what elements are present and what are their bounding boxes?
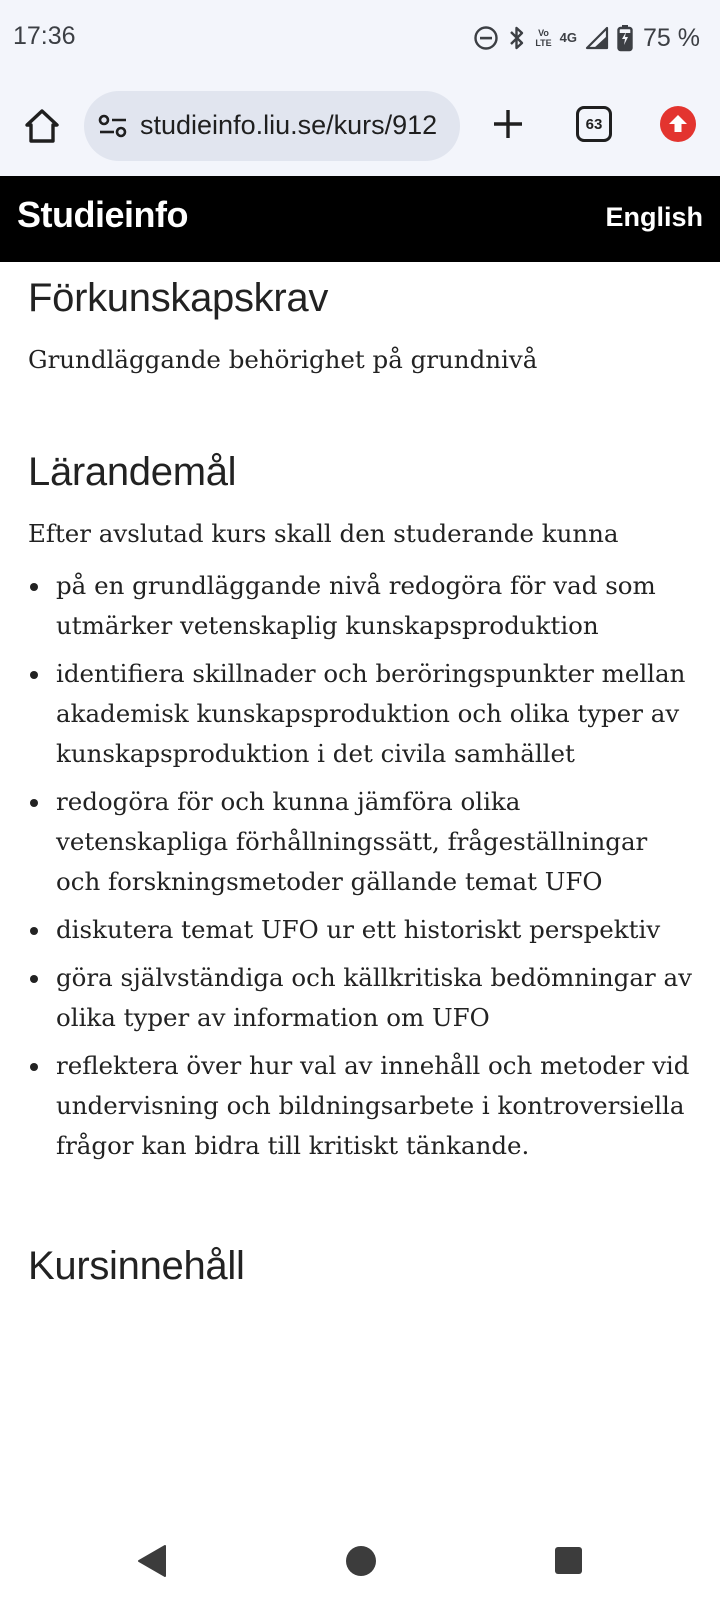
tab-switcher-button[interactable]: 63 [576,106,612,142]
main-content [28,262,698,1524]
list-item: identifiera skillnader och beröringspunkter mellan akademisk kunskapsproduktion och olika typer av kunskapsproduktion i det civila samhället [28,654,698,774]
status-icons [473,20,700,56]
home-button[interactable] [20,104,64,148]
update-button[interactable] [660,106,696,142]
list-item: reflektera över hur val av innehåll och metoder vid undervisning och bildningsarbete i kontroversiella frågor kan bidra till kritiskt tänkande. [28,1046,698,1166]
status-time: 17:36 [13,22,76,50]
back-icon[interactable] [137,1544,167,1578]
volte-indicator: Vo LTE [535,28,552,48]
address-bar[interactable] [84,91,460,161]
browser-toolbar [0,78,720,176]
recents-icon[interactable] [555,1547,582,1574]
site-settings-icon[interactable] [98,113,128,139]
bluetooth-icon [507,24,527,52]
status-bar [0,0,720,78]
system-nav-bar [0,1524,720,1612]
outcomes-list [28,566,698,1166]
home-nav-icon[interactable] [346,1546,376,1576]
prereq-text: Grundläggande behörighet på grundnivå [28,345,538,374]
course-content-heading: Kursinnehåll [28,1244,245,1288]
language-link[interactable]: English [605,202,703,232]
list-item: göra självständiga och källkritiska bedömningar av olika typer av information om UFO [28,958,698,1038]
home-icon [22,106,62,146]
prereq-heading: Förkunskapskrav [28,276,329,320]
list-item: redogöra för och kunna jämföra olika vetenskapliga förhållningssätt, frågeställningar och forskningsmetoder gällande temat UFO [28,782,698,902]
battery-percent: 75 % [643,23,700,52]
network-type: 4G [559,30,578,45]
url-text[interactable]: studieinfo.liu.se/kurs/912 [140,110,438,140]
outcomes-intro: Efter avslutad kurs skall den studerande kunna [28,519,619,548]
do-not-disturb-icon [473,25,499,51]
list-item: diskutera temat UFO ur ett historiskt perspektiv [28,910,698,950]
list-item: på en grundläggande nivå redogöra för vad som utmärker vetenskaplig kunskapsproduktion [28,566,698,646]
arrow-up-icon [660,106,696,142]
site-header [0,176,720,262]
outcomes-heading: Lärandemål [28,450,237,494]
new-tab-button[interactable] [486,102,530,146]
site-logo[interactable]: Studieinfo [17,194,188,235]
signal-icon [585,26,609,50]
battery-charging-icon [617,24,633,52]
